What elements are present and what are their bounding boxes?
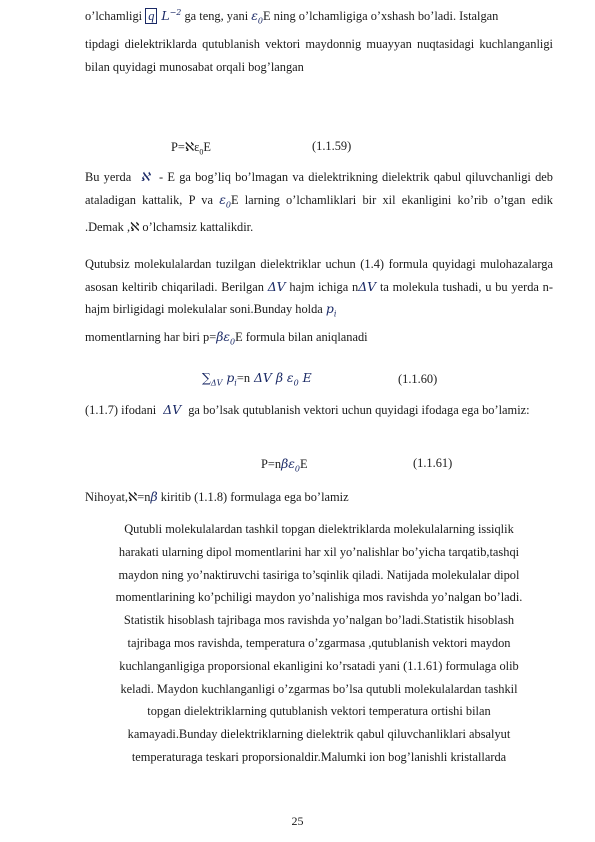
- formula-p-i: $p_i$: [325, 301, 337, 319]
- centered-line: kuchlanganligiga proporsional ekanligini ko’rsatadi yani (1.1.61) formulaga olib: [119, 658, 519, 673]
- eq-rhs: E: [203, 140, 211, 154]
- formula-delta-v: ΔV: [358, 278, 377, 294]
- centered-paragraph: [85, 518, 553, 769]
- text: E larning o’lchamliklari bir xil ekanligini ko’rib o’tgan edik .Demak ,: [85, 192, 554, 235]
- centered-line: topgan dielektriklarning qutublanish vektori temperatura ortishi bilan: [147, 704, 491, 719]
- equation-number: (1.1.59): [312, 139, 352, 153]
- eq-lhs: P=n: [261, 457, 282, 471]
- paragraph-1: [85, 2, 553, 78]
- text: o’lchamligi: [85, 9, 146, 24]
- formula-aleph: ℵ: [130, 220, 140, 235]
- centered-line: Statistik hisoblash tajribaga mos ravishda yo’nalgan bo’ladi.Statistik hisoblash: [123, 613, 515, 628]
- formula-epsilon0: $\varepsilon_0$: [251, 8, 263, 26]
- formula-rhs: ΔV β $\varepsilon_0$ E: [250, 370, 312, 388]
- text: (1.1.7) ifodani: [85, 403, 157, 417]
- text: - E ga bog’liq bo’lmagan va dielektrikning dielektrik qabul qiluvchanligi deb ataladigan kattalik, P va: [85, 170, 553, 207]
- eq-rhs: E: [299, 457, 308, 471]
- formula-aleph: ℵ: [135, 169, 155, 184]
- eq-lhs: P=: [171, 140, 185, 154]
- text: o’lchamsiz kattalikdir.: [139, 220, 254, 235]
- formula-delta-v: ΔV: [159, 402, 186, 417]
- text: E formula bilan aniqlanadi: [235, 329, 368, 344]
- text: =n: [137, 490, 151, 504]
- centered-line: maydon ning yo’naktiruvchi tasiriga to’sqinlik qiladi. Natijada molekulalar dipol: [118, 567, 520, 582]
- text: ga bo’lsak qutublanish vektori uchun quyidagi ifodaga ega bo’lamiz:: [188, 403, 530, 417]
- formula-aleph-eps: ℵε$_0$: [184, 140, 204, 157]
- formula-sum: $\sum_{\Delta V}$ $p_i$: [202, 370, 237, 388]
- centered-line: keladi. Maydon kuchlanganligi o’zgarmas bo’lsa qutubli molekulalardan tashkil: [120, 681, 518, 696]
- paragraph-5: [85, 486, 553, 509]
- text: kiritib (1.1.8) formulaga ega bo’lamiz: [157, 490, 349, 504]
- centered-line: harakati ularning dipol momentlarini har xil yo’nalishlar bo’yicha tarqatib,tashqi: [118, 544, 520, 559]
- text: E ning o’lchamligiga o’xshash bo’ladi. Istalgan: [263, 9, 499, 24]
- formula-beta-eps0: $\beta\varepsilon_0$: [281, 456, 300, 474]
- equation-1-1-59: [171, 139, 211, 156]
- centered-line: tajribaga mos ravishda, temperatura o’zgarmasa ,qutublanish vektori maydon: [127, 635, 511, 650]
- formula-length-dim: $L^{-2}$: [157, 8, 182, 24]
- equation-number: (1.1.61): [413, 456, 453, 470]
- centered-line: Qutubli molekulalardan tashkil topgan dielektriklarda molekulalarning issiqlik: [124, 522, 514, 536]
- equation-number: (1.1.60): [398, 372, 438, 386]
- centered-line: kamayadi.Bunday dielektriklarning dielektrik qabul qiluvchanliklari absalyut: [127, 727, 511, 742]
- paragraph-3: [85, 253, 553, 354]
- centered-line: temperaturaga teskari proporsionaldir.Malumki ion bog’lanishli kristallarda: [131, 749, 507, 764]
- centered-line: momentlarining ko’pchiligi maydon yo’nalishiga mos ravishda yo’nalgan bo’ladi.: [115, 590, 523, 605]
- eq-lhs: =n: [236, 371, 251, 385]
- equation-1-1-60: [202, 370, 312, 387]
- text: Bu yerda: [85, 170, 132, 184]
- formula-q-box: q: [145, 8, 157, 24]
- paragraph-2: [85, 166, 553, 239]
- text: hajm ichiga n: [289, 279, 359, 294]
- formula-beta-eps0: $\beta\varepsilon_0$: [216, 328, 236, 347]
- formula-delta-v: ΔV: [267, 278, 286, 294]
- text: momentlarning har biri p=: [85, 329, 217, 344]
- text: ga teng, yani: [181, 9, 252, 24]
- equation-1-1-61: [261, 456, 308, 473]
- text: tipdagi dielektriklarda qutublanish vektori maydonnig muayyan nuqtasidagi kuchlanganligi bilan quyidagi munosabat orqali bog’langan: [85, 37, 553, 74]
- formula-aleph: ℵ: [128, 490, 138, 504]
- page-number: 25: [291, 814, 304, 828]
- text: Qutubsiz molekulalardan tuzilgan dielektriklar uchun (1.4) formula quyidagi mulohazalarga asosan keltirib chiqariladi. Berilgan: [85, 257, 553, 294]
- formula-epsilon0: $\varepsilon_0$: [219, 191, 231, 209]
- formula-beta: β: [150, 489, 158, 504]
- text: ta molekula tushadi, u bu yerda n- hajm birligidagi molekulalar soni.Bunday holda: [85, 279, 553, 316]
- paragraph-4: [85, 399, 553, 422]
- text: Nihoyat,: [85, 490, 129, 504]
